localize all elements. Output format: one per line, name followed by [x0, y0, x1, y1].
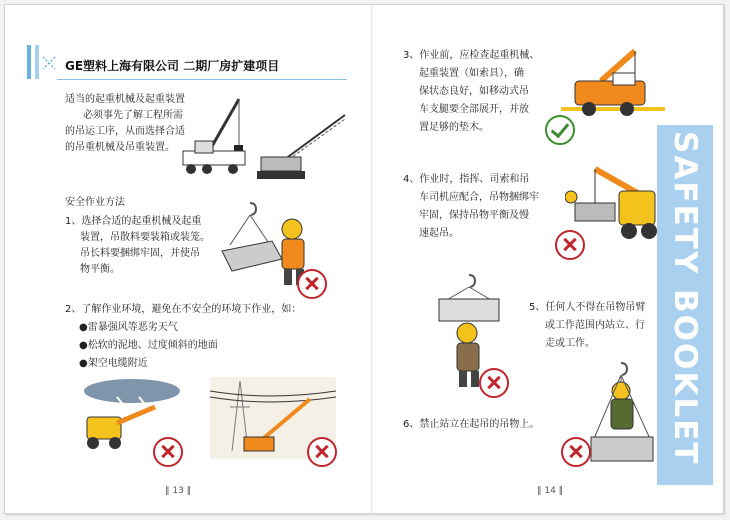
prohibit-icon — [307, 437, 337, 467]
item4-line3: 牢固，保持吊物平衡及慢 — [419, 210, 529, 221]
side-title-booklet: BOOKLET — [667, 289, 703, 466]
page-number-left: ‖ 13 ‖ — [165, 486, 192, 496]
section1-line2: 的吊运工序，从而选择合适 — [65, 126, 185, 137]
check-icon — [545, 115, 575, 145]
page-title: GE塑料上海有限公司 二期厂房扩建项目 — [65, 59, 280, 73]
item3-line4: 车支腿要全部展开，并放 — [419, 104, 529, 115]
item1-line2: 装置，吊散料要装箱或装笼。 — [80, 232, 210, 243]
side-title-safety: SAFETY — [667, 131, 703, 276]
item1-line1: 1、选择合适的起重机械及起重 — [65, 216, 202, 227]
prohibit-icon — [561, 437, 591, 467]
section1-title: 适当的起重机械及起重装置 — [65, 94, 185, 105]
item3-line5: 置足够的垫木。 — [419, 122, 489, 133]
item5-line2: 或工作范围内站立、行 — [545, 320, 645, 331]
item6-text: 6、禁止站立在起吊的吊物上。 — [403, 419, 540, 430]
prohibit-icon — [555, 230, 585, 260]
section2-title: 安全作业方法 — [65, 197, 125, 208]
item1-line3: 吊长料要捆绑牢固，并使吊 — [80, 248, 200, 259]
section1-line3: 的吊重机械及吊重装置。 — [65, 142, 175, 153]
bullet-cables: ●架空电缆附近 — [79, 358, 148, 369]
prohibit-icon — [297, 269, 327, 299]
prohibit-icon — [479, 368, 509, 398]
header-logo-mark — [27, 45, 57, 79]
worker-on-load-illustration — [587, 361, 657, 465]
item3-line3: 保状态良好，如移动式吊 — [419, 86, 529, 97]
outrigger-crane-illustration — [561, 47, 673, 123]
prohibit-icon — [153, 437, 183, 467]
item4-line1: 4、作业时，指挥、司索和吊 — [403, 174, 530, 185]
item5-line1: 5、任何人不得在吊物吊臂 — [529, 302, 646, 313]
side-title — [663, 131, 707, 481]
item1-line4: 物平衡。 — [80, 264, 120, 275]
item4-line4: 速起吊。 — [419, 228, 459, 239]
item3-line1: 3、作业前，应检查起重机械、 — [403, 50, 540, 61]
item2-title: 2、了解作业环境，避免在不安全的环境下作业，如： — [65, 304, 302, 315]
booklet-spread — [4, 4, 724, 514]
header-rule — [57, 79, 347, 80]
item3-line2: 起重装置（如索具），确 — [419, 68, 524, 79]
bullet-weather: ●雷暴强风等恶劣天气 — [79, 322, 178, 333]
mobile-crane-illustration — [177, 93, 357, 185]
page-fold — [371, 5, 373, 513]
item5-line3: 走或工作。 — [545, 338, 595, 349]
page-number-right: ‖ 14 ‖ — [537, 486, 564, 496]
item4-line2: 车司机应配合，吊物捆绑牢 — [419, 192, 539, 203]
section1-line1: 必须事先了解工程所需 — [83, 110, 183, 121]
bullet-ground: ●松软的泥地、过度倾斜的地面 — [79, 340, 218, 351]
